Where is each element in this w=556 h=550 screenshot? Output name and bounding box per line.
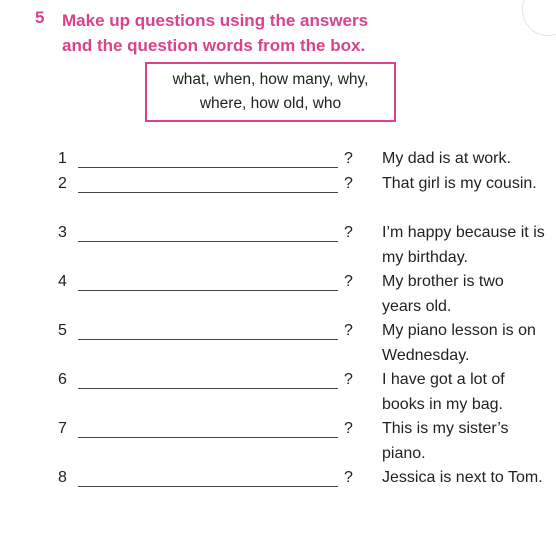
given-answer: My piano lesson is on Wednesday. xyxy=(382,322,536,364)
answer-blank-8[interactable] xyxy=(78,486,338,487)
item-number: 1 xyxy=(58,150,67,167)
exercise-number: 5 xyxy=(35,8,45,27)
answer-blank-5[interactable] xyxy=(78,339,338,340)
item-number: 6 xyxy=(58,371,67,388)
question-mark: ? xyxy=(344,420,353,437)
answer-blank-2[interactable] xyxy=(78,192,338,193)
given-answer: That girl is my cousin. xyxy=(382,175,537,192)
item-number: 7 xyxy=(58,420,67,437)
answer-blank-3[interactable] xyxy=(78,241,338,242)
question-mark: ? xyxy=(344,224,353,241)
question-mark: ? xyxy=(344,150,353,167)
word-box-line-2: where, how old, who xyxy=(199,95,342,112)
question-mark: ? xyxy=(344,273,353,290)
given-answer: I’m happy because it is my birthday. xyxy=(382,224,545,266)
answer-blank-4[interactable] xyxy=(78,290,338,291)
word-box-line-1: what, when, how many, why, xyxy=(172,71,369,88)
item-number: 3 xyxy=(58,224,67,241)
question-mark: ? xyxy=(344,175,353,192)
given-answer: My brother is two years old. xyxy=(382,273,504,315)
answer-blank-1[interactable] xyxy=(78,167,338,168)
question-mark: ? xyxy=(344,371,353,388)
item-number: 4 xyxy=(58,273,67,290)
answer-blank-7[interactable] xyxy=(78,437,338,438)
question-word-box xyxy=(145,62,396,122)
exercise-instructions: Make up questions using the answers and the question words from the box. xyxy=(62,11,369,55)
question-mark: ? xyxy=(344,322,353,339)
item-number: 5 xyxy=(58,322,67,339)
item-number: 2 xyxy=(58,175,67,192)
given-answer: My dad is at work. xyxy=(382,150,511,167)
given-answer: Jessica is next to Tom. xyxy=(382,469,543,486)
question-mark: ? xyxy=(344,469,353,486)
corner-stamp xyxy=(522,0,556,36)
given-answer: I have got a lot of books in my bag. xyxy=(382,371,505,413)
given-answer: This is my sister’s piano. xyxy=(382,420,509,462)
answer-blank-6[interactable] xyxy=(78,388,338,389)
item-number: 8 xyxy=(58,469,67,486)
